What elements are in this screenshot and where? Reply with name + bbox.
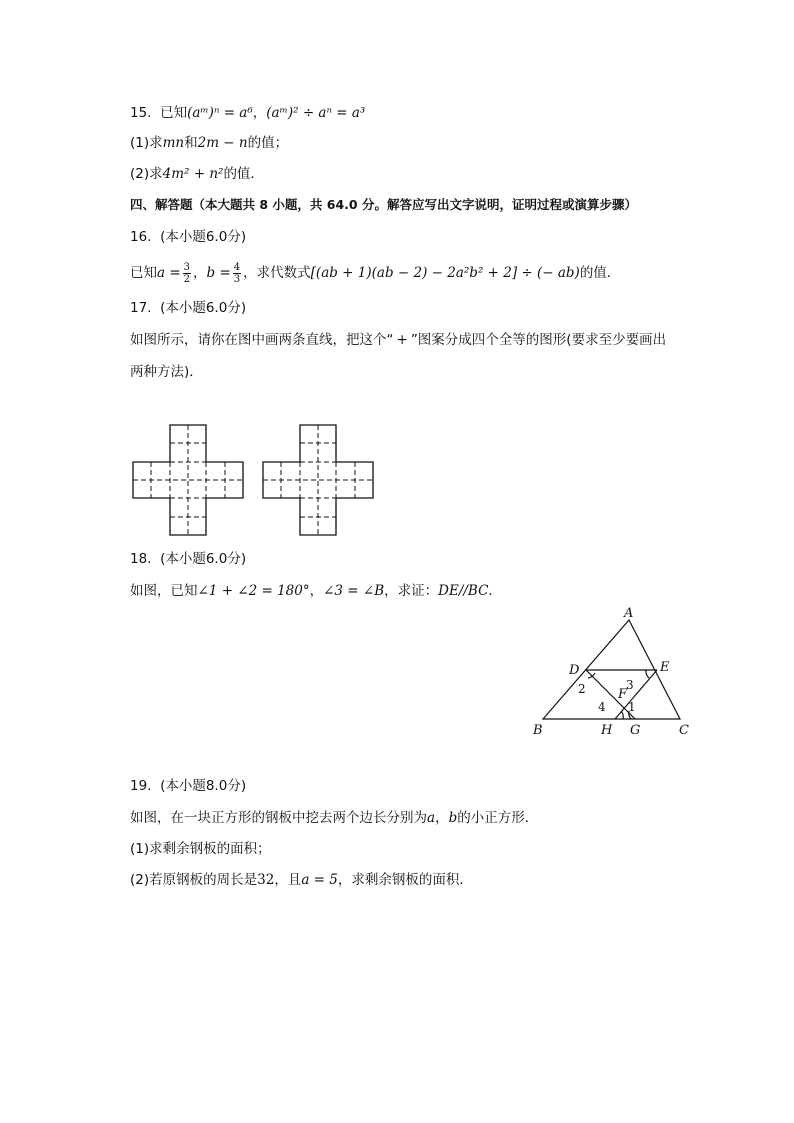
q18-score: (本小题6.0分) [160, 551, 247, 567]
cross-figure-left [133, 425, 243, 535]
q18-header [130, 549, 246, 569]
q17-header [130, 298, 246, 318]
q16-b-denominator: 3 [233, 273, 241, 285]
q17-cross-figures [130, 420, 390, 540]
q16-b-fraction [233, 262, 241, 285]
label-a: A [624, 606, 634, 621]
label-h: H [601, 723, 613, 738]
label-g: G [630, 723, 641, 738]
label-angle-1: 1 [628, 700, 636, 714]
cross-dashed-grid [133, 425, 243, 535]
q16-mid: ，求代数式 [243, 265, 311, 281]
cross-figure-right [263, 425, 373, 535]
q17-number: 17. [130, 300, 152, 316]
q16-header [130, 227, 246, 247]
q16-a-lhs: a = [157, 265, 181, 281]
q17-text-line2: 两种方法)． [130, 364, 203, 380]
angle-3-arc [646, 670, 649, 678]
q19-header [130, 776, 246, 796]
q17-plus-sign: + [396, 332, 408, 348]
q18-stem [130, 581, 502, 601]
q16-comma: ， [193, 265, 207, 281]
label-b: B [533, 723, 543, 738]
q16-suffix: 的值． [579, 265, 621, 281]
q18-suffix: ． [488, 583, 502, 599]
q15-part1-label: (1) [130, 135, 150, 151]
q15-part2 [130, 164, 264, 184]
q16-stem [130, 260, 620, 286]
q15-part1-mid: 和 [184, 135, 198, 151]
label-angle-4: 4 [598, 700, 606, 714]
q15-part2-suffix: 的值． [223, 166, 264, 182]
q15-part1 [130, 133, 288, 153]
section-heading: 四、解答题（本大题共 8 小题，共 64.0 分。解答应写出文字说明，证明过程或演算步骤） [130, 197, 637, 212]
q15-eq2: (aᵐ)² ÷ aⁿ = a³ [266, 105, 366, 121]
q19-comma: ， [435, 810, 449, 826]
cross-dashed-grid [263, 425, 373, 535]
q15-prefix: 已知 [160, 105, 188, 121]
label-angle-3: 3 [626, 678, 634, 692]
q16-prefix: 已知 [130, 265, 157, 281]
q19-part2 [130, 870, 473, 890]
q18-goal: DE//BC [438, 583, 489, 599]
q16-number: 16. [130, 229, 152, 245]
q19-part2-eq: a = 5 [301, 872, 338, 888]
q18-mid: ，求证： [384, 583, 439, 599]
angle-4-arc [621, 711, 623, 719]
q19-part2-num: 32 [257, 872, 275, 888]
label-c: C [679, 723, 689, 738]
q18-number: 18. [130, 551, 152, 567]
q19-var-a: a [427, 810, 436, 826]
label-angle-2: 2 [578, 682, 586, 696]
q19-part2-b: ，且 [274, 872, 302, 888]
q16-score: (本小题6.0分) [160, 229, 247, 245]
q19-text-a: 如图，在一块正方形的钢板中挖去两个边长分别为 [130, 810, 427, 826]
q15-part1-suffix: 的值； [247, 135, 289, 151]
q18-triangle-figure [525, 603, 705, 743]
q19-part2-c: ，求剩余钢板的面积． [337, 872, 473, 888]
q15-sep: ， [252, 105, 267, 121]
q19-stem [130, 808, 538, 828]
q16-a-numerator: 3 [183, 261, 191, 273]
q15-part1-expr2: 2m − n [197, 135, 248, 151]
q17-score: (本小题6.0分) [160, 300, 247, 316]
q15-part2-prefix: 求 [149, 166, 163, 182]
q19-text-b: 的小正方形． [457, 810, 539, 826]
q15-part1-expr1: mn [162, 135, 185, 151]
q18-prefix: 如图，已知 [130, 583, 198, 599]
q17-text-a: 如图所示，请你在图中画两条直线，把这个“ [130, 332, 394, 348]
q16-a-fraction [183, 262, 191, 285]
q15-number: 15. [130, 105, 152, 121]
label-d: D [569, 663, 580, 678]
q18-sep: ， [309, 583, 324, 599]
q19-part2-a: (2)若原钢板的周长是 [130, 872, 258, 888]
q16-b-lhs: b = [206, 265, 231, 281]
q19-part1: (1)求剩余钢板的面积； [130, 841, 271, 857]
label-f: F [618, 687, 628, 702]
q15-stem [130, 103, 365, 123]
q18-condition2: ∠3 = ∠B [323, 583, 385, 599]
q16-expression: [(ab + 1)(ab − 2) − 2a²b² + 2] ÷ (− ab) [310, 265, 580, 281]
q15-part2-label: (2) [130, 166, 150, 182]
q19-number: 19. [130, 778, 152, 794]
q16-b-numerator: 4 [233, 261, 241, 273]
q15-part1-prefix: 求 [149, 135, 163, 151]
q19-score: (本小题8.0分) [160, 778, 247, 794]
q16-a-denominator: 2 [183, 273, 191, 285]
q19-var-b: b [448, 810, 458, 826]
q15-part2-expr: 4m² + n² [162, 166, 224, 182]
q15-eq1: (aᵐ)ⁿ = a⁶ [187, 105, 253, 121]
q17-text-b: ”图案分成四个全等的图形(要求至少要画出 [410, 332, 667, 348]
label-e: E [660, 660, 670, 675]
q17-text-line1 [130, 330, 666, 350]
q18-condition1: ∠1 + ∠2 = 180° [197, 583, 310, 599]
